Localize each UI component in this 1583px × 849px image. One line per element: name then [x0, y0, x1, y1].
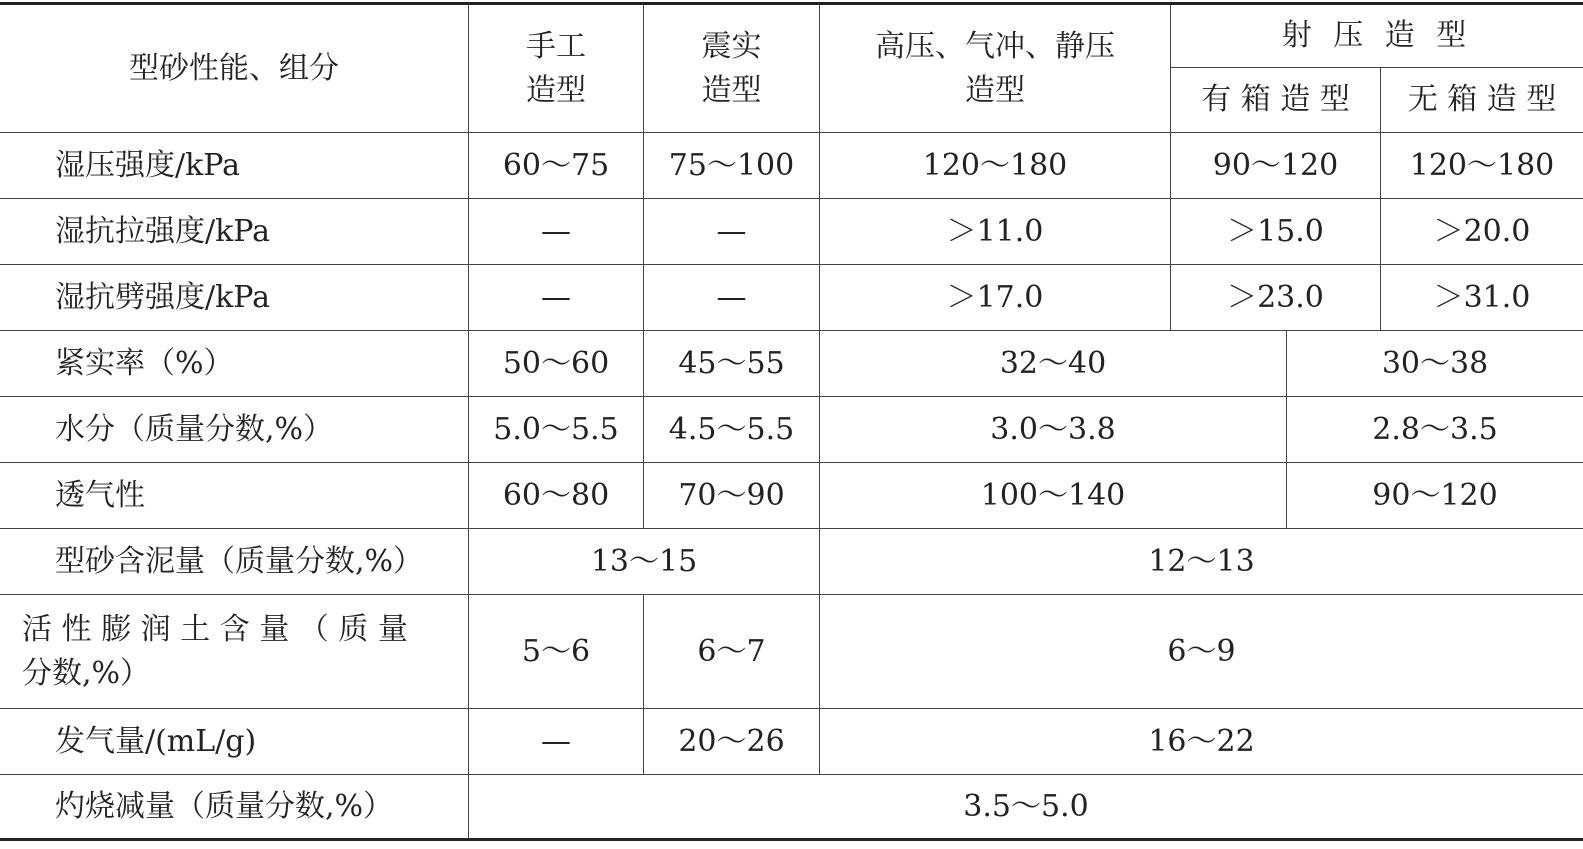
table-cell: 70～90 [644, 463, 820, 529]
row-label: 水分（质量分数,%） [0, 397, 469, 463]
table-cell: 120～180 [820, 133, 1171, 199]
table-cell: ＞23.0 [1171, 265, 1381, 331]
row-label: 灼烧减量（质量分数,%） [0, 775, 469, 838]
table-cell: ＞20.0 [1381, 199, 1583, 265]
table-cell: 30～38 [1287, 331, 1583, 397]
table-cell: — [469, 709, 644, 775]
table-cell: ＞11.0 [820, 199, 1171, 265]
row-label: 型砂含泥量（质量分数,%） [0, 529, 469, 595]
table-cell: 50～60 [469, 331, 644, 397]
table-cell: 90～120 [1171, 133, 1381, 199]
table-cell: 3.0～3.8 [820, 397, 1287, 463]
header-high-pressure-molding: 高压、气冲、静压 造型 [820, 5, 1171, 133]
row-label: 紧实率（%） [0, 331, 469, 397]
row-label: 发气量/(mL/g) [0, 709, 469, 775]
table-cell: 4.5～5.5 [644, 397, 820, 463]
table-cell: 45～55 [644, 331, 820, 397]
table-cell: 2.8～3.5 [1287, 397, 1583, 463]
table-cell: 5.0～5.5 [469, 397, 644, 463]
table-cell: 13～15 [469, 529, 820, 595]
header-manual-molding: 手工 造型 [469, 5, 644, 133]
table-cell: 75～100 [644, 133, 820, 199]
table-cell: 32～40 [820, 331, 1287, 397]
table-bottom-rule [0, 838, 1583, 841]
header-shoot-squeeze-molding: 射 压 造 型 [1171, 5, 1583, 68]
table-cell: ＞31.0 [1381, 265, 1583, 331]
table-cell: — [469, 199, 644, 265]
row-label: 湿抗拉强度/kPa [0, 199, 469, 265]
table-cell: — [469, 265, 644, 331]
header-flask-molding: 有 箱 造 型 [1171, 68, 1381, 133]
table-cell: 3.5～5.0 [963, 788, 1089, 824]
table-cell: ＞17.0 [820, 265, 1171, 331]
table-cell: 5～6 [469, 595, 644, 709]
header-jolt-molding: 震实 造型 [644, 5, 820, 133]
table-cell: 60～80 [469, 463, 644, 529]
table-cell: 120～180 [1381, 133, 1583, 199]
table-cell: — [644, 265, 820, 331]
row-label: 透气性 [0, 463, 469, 529]
table-cell: 16～22 [820, 709, 1583, 775]
table-cell: — [644, 199, 820, 265]
row-label: 活 性 膨 润 土 含 量 （ 质 量 分数,%） [0, 595, 469, 709]
header-property: 型砂性能、组分 [0, 5, 469, 133]
row-label: 湿压强度/kPa [0, 133, 469, 199]
table-cell: 90～120 [1287, 463, 1583, 529]
table-cell: 20～26 [644, 709, 820, 775]
table-cell: 6～9 [820, 595, 1583, 709]
table-cell: 60～75 [469, 133, 644, 199]
table-cell: 100～140 [820, 463, 1287, 529]
table-cell: 12～13 [820, 529, 1583, 595]
table-cell: 6～7 [644, 595, 820, 709]
table-cell: ＞15.0 [1171, 199, 1381, 265]
row-label: 湿抗劈强度/kPa [0, 265, 469, 331]
header-flaskless-molding: 无 箱 造 型 [1381, 68, 1583, 133]
